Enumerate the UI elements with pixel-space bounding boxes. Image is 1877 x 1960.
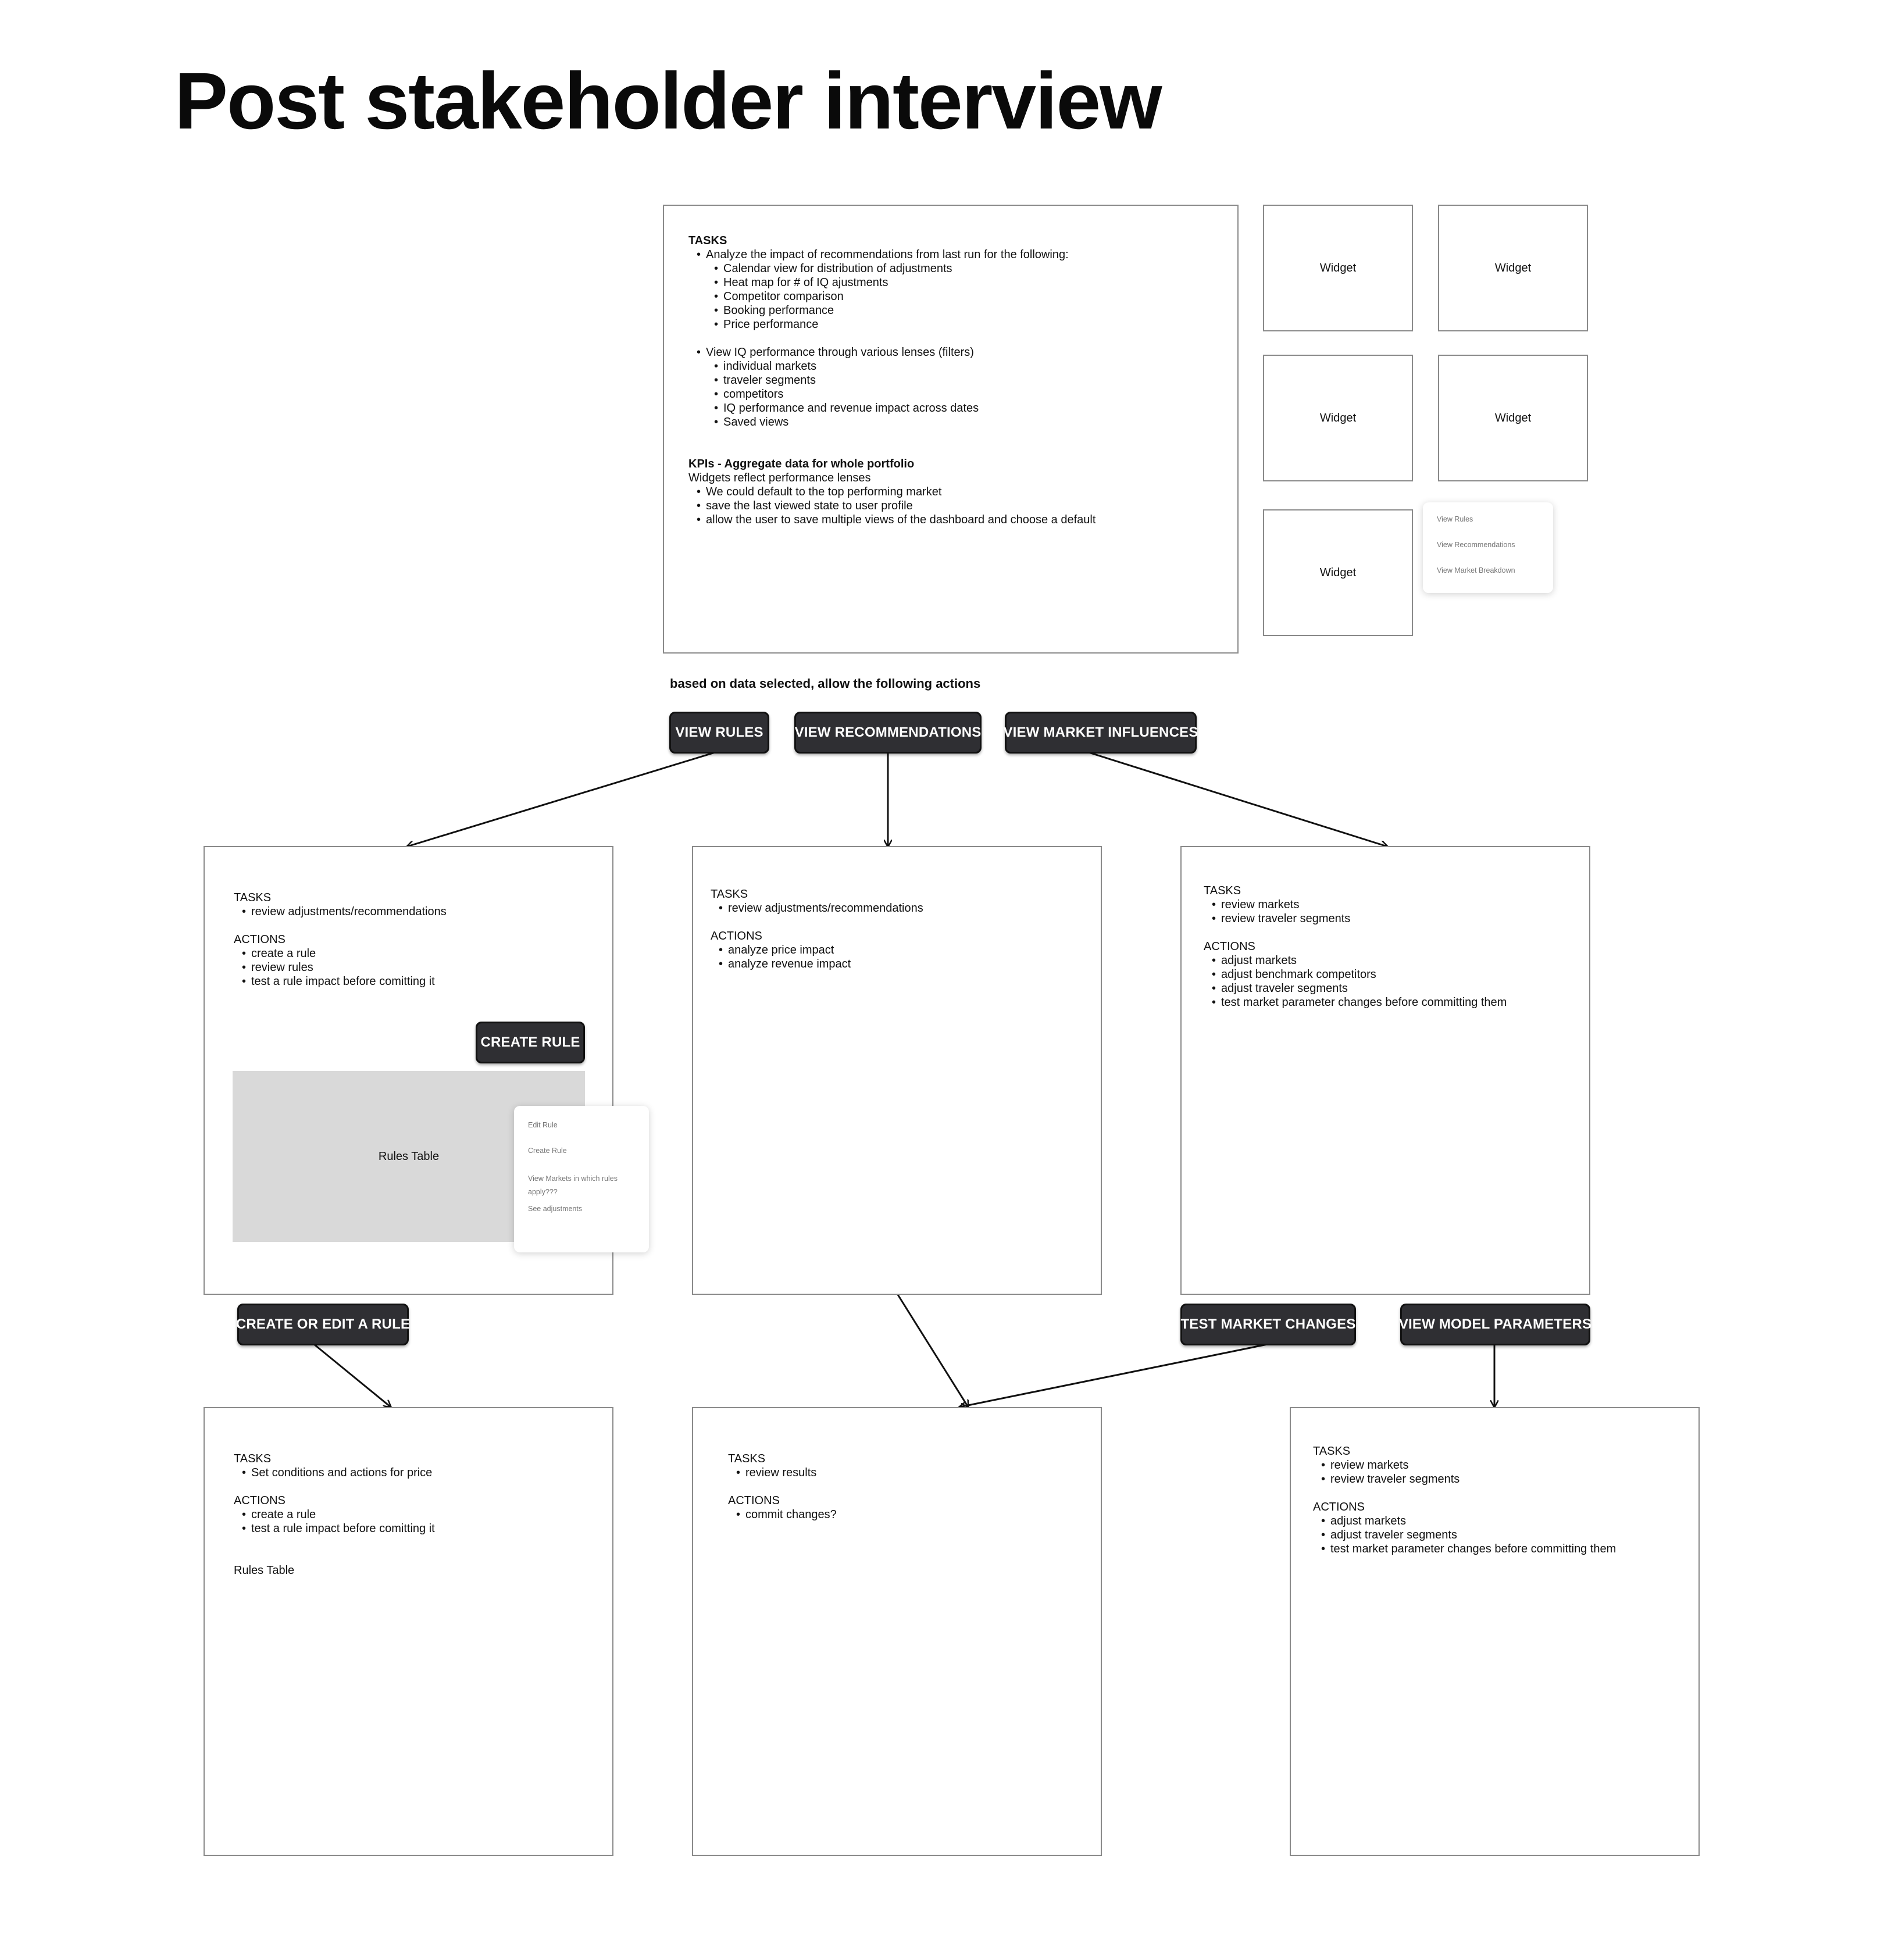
- task-item: • review results: [745, 1466, 837, 1480]
- dashboard-frame: [663, 205, 1239, 654]
- task-subitem: • IQ performance and revenue impact across dates: [723, 401, 1095, 415]
- arrow-view-rules: [407, 752, 715, 847]
- menu-item-edit-rule[interactable]: Edit Rule: [528, 1121, 558, 1129]
- action-item: • analyze price impact: [728, 943, 923, 957]
- task-subitem: • Price performance: [723, 317, 1095, 331]
- tasks-heading: TASKS: [234, 891, 272, 904]
- rules-context-menu: [514, 1106, 649, 1252]
- task-item: • review adjustments/recommendations: [728, 901, 923, 915]
- action-item: • test a rule impact before comitting it: [251, 1522, 435, 1536]
- actions-heading: ACTIONS: [234, 1494, 286, 1507]
- tasks-heading: TASKS: [711, 888, 748, 901]
- menu-item-view-recommendations[interactable]: View Recommendations: [1437, 541, 1515, 549]
- view-rules-button[interactable]: VIEW RULES: [669, 712, 769, 754]
- rule-edit-frame: [204, 1407, 613, 1856]
- recommendations-frame-text: [711, 887, 923, 971]
- widget-card[interactable]: Widget: [1263, 509, 1413, 636]
- action-item: • adjust markets: [1221, 954, 1507, 967]
- task-subitem: • traveler segments: [723, 373, 1095, 387]
- kpi-line: Widgets reflect performance lenses: [688, 472, 871, 484]
- kpi-item: • save the last viewed state to user profile: [706, 499, 1095, 513]
- task-item: • review traveler segments: [1330, 1472, 1616, 1486]
- action-item: • test market parameter changes before committing them: [1330, 1542, 1616, 1556]
- kpi-heading: KPIs - Aggregate data for whole portfolio: [688, 458, 915, 470]
- actions-heading: ACTIONS: [728, 1494, 780, 1507]
- action-item: • test a rule impact before comitting it: [251, 974, 447, 988]
- task-subitem: • individual markets: [723, 359, 1095, 373]
- action-item: • create a rule: [251, 947, 447, 961]
- action-item: • analyze revenue impact: [728, 957, 923, 971]
- task-subitem: • Heat map for # of IQ ajustments: [723, 276, 1095, 290]
- dashboard-text: [688, 234, 1095, 527]
- task-subitem: • Calendar view for distribution of adjustments: [723, 262, 1095, 276]
- market-frame-text: [1204, 884, 1507, 1009]
- task-item: • Set conditions and actions for price: [251, 1466, 435, 1480]
- arrow-recommendations-to-review: [897, 1294, 968, 1407]
- view-model-parameters-button[interactable]: VIEW MODEL PARAMETERS: [1400, 1304, 1590, 1345]
- review-frame: [692, 1407, 1102, 1856]
- kpi-item: • We could default to the top performing market: [706, 485, 1095, 499]
- view-recommendations-button[interactable]: VIEW RECOMMENDATIONS: [794, 712, 982, 754]
- menu-item-view-market-breakdown[interactable]: View Market Breakdown: [1437, 566, 1515, 574]
- market-influences-frame: [1180, 846, 1590, 1295]
- widget-card[interactable]: Widget: [1438, 205, 1588, 331]
- menu-item-create-rule[interactable]: Create Rule: [528, 1147, 567, 1155]
- task-subitem: • Competitor comparison: [723, 290, 1095, 304]
- arrow-test-market-changes: [959, 1344, 1268, 1407]
- actions-heading: ACTIONS: [1313, 1501, 1365, 1513]
- create-or-edit-rule-button[interactable]: CREATE OR EDIT A RULE: [237, 1304, 409, 1345]
- tasks-heading: TASKS: [234, 1452, 272, 1465]
- recommendations-frame: [692, 846, 1102, 1295]
- menu-item-view-markets[interactable]: View Markets in which rules apply???: [528, 1174, 618, 1196]
- tasks-heading: TASKS: [688, 234, 727, 247]
- action-item: • adjust markets: [1330, 1514, 1616, 1528]
- task-item: • review adjustments/recommendations: [251, 905, 447, 919]
- menu-item-view-rules[interactable]: View Rules: [1437, 515, 1473, 523]
- task-item: • review markets: [1330, 1458, 1616, 1472]
- action-item: • commit changes?: [745, 1508, 837, 1522]
- task-subitem: • competitors: [723, 387, 1095, 401]
- kpi-item: • allow the user to save multiple views of the dashboard and choose a default: [706, 513, 1095, 527]
- rule-edit-frame-text: [234, 1452, 435, 1577]
- view-market-influences-button[interactable]: VIEW MARKET INFLUENCES: [1005, 712, 1197, 754]
- task-item: • Analyze the impact of recommendations from last run for the following: • Calendar view for distribution of adjustments • Heat map for # of IQ ajustments • Competitor comparison • Booking performance • Price performance: [706, 248, 1095, 331]
- action-item: • adjust traveler segments: [1221, 981, 1507, 995]
- action-item: • adjust traveler segments: [1330, 1528, 1616, 1542]
- tasks-heading: TASKS: [728, 1452, 766, 1465]
- menu-item-see-adjustments[interactable]: See adjustments: [528, 1205, 583, 1213]
- widget-context-menu: [1423, 502, 1553, 593]
- rules-frame-text: [234, 891, 447, 988]
- actions-note: based on data selected, allow the following actions: [670, 676, 981, 691]
- task-item: • View IQ performance through various lenses (filters) • individual markets • traveler segments • competitors • IQ performance and revenue impact across dates • Saved views: [706, 345, 1095, 429]
- create-rule-button[interactable]: CREATE RULE: [476, 1022, 585, 1063]
- widget-card[interactable]: Widget: [1263, 205, 1413, 331]
- test-market-changes-button[interactable]: TEST MARKET CHANGES: [1180, 1304, 1356, 1345]
- tasks-heading: TASKS: [1204, 884, 1241, 897]
- task-item: • review traveler segments: [1221, 912, 1507, 926]
- action-item: • create a rule: [251, 1508, 435, 1522]
- rules-table-label: Rules Table: [234, 1564, 295, 1577]
- rules-table[interactable]: Rules Table: [233, 1071, 585, 1242]
- actions-heading: ACTIONS: [1204, 940, 1255, 953]
- tasks-heading: TASKS: [1313, 1445, 1351, 1458]
- action-item: • adjust benchmark competitors: [1221, 967, 1507, 981]
- action-item: • test market parameter changes before committing them: [1221, 995, 1507, 1009]
- widget-card[interactable]: Widget: [1438, 355, 1588, 481]
- model-frame-text: [1313, 1444, 1616, 1556]
- arrow-create-or-edit-rule: [314, 1344, 391, 1407]
- review-frame-text: [728, 1452, 837, 1522]
- task-subitem: • Booking performance: [723, 304, 1095, 317]
- action-item: • review rules: [251, 961, 447, 974]
- actions-heading: ACTIONS: [234, 933, 286, 946]
- arrow-view-market-influences: [1089, 752, 1387, 847]
- actions-heading: ACTIONS: [711, 930, 762, 942]
- page-title: Post stakeholder interview: [174, 56, 1161, 146]
- task-subitem: • Saved views: [723, 415, 1095, 429]
- model-parameters-frame: [1290, 1407, 1700, 1856]
- widget-card[interactable]: Widget: [1263, 355, 1413, 481]
- task-item: • review markets: [1221, 898, 1507, 912]
